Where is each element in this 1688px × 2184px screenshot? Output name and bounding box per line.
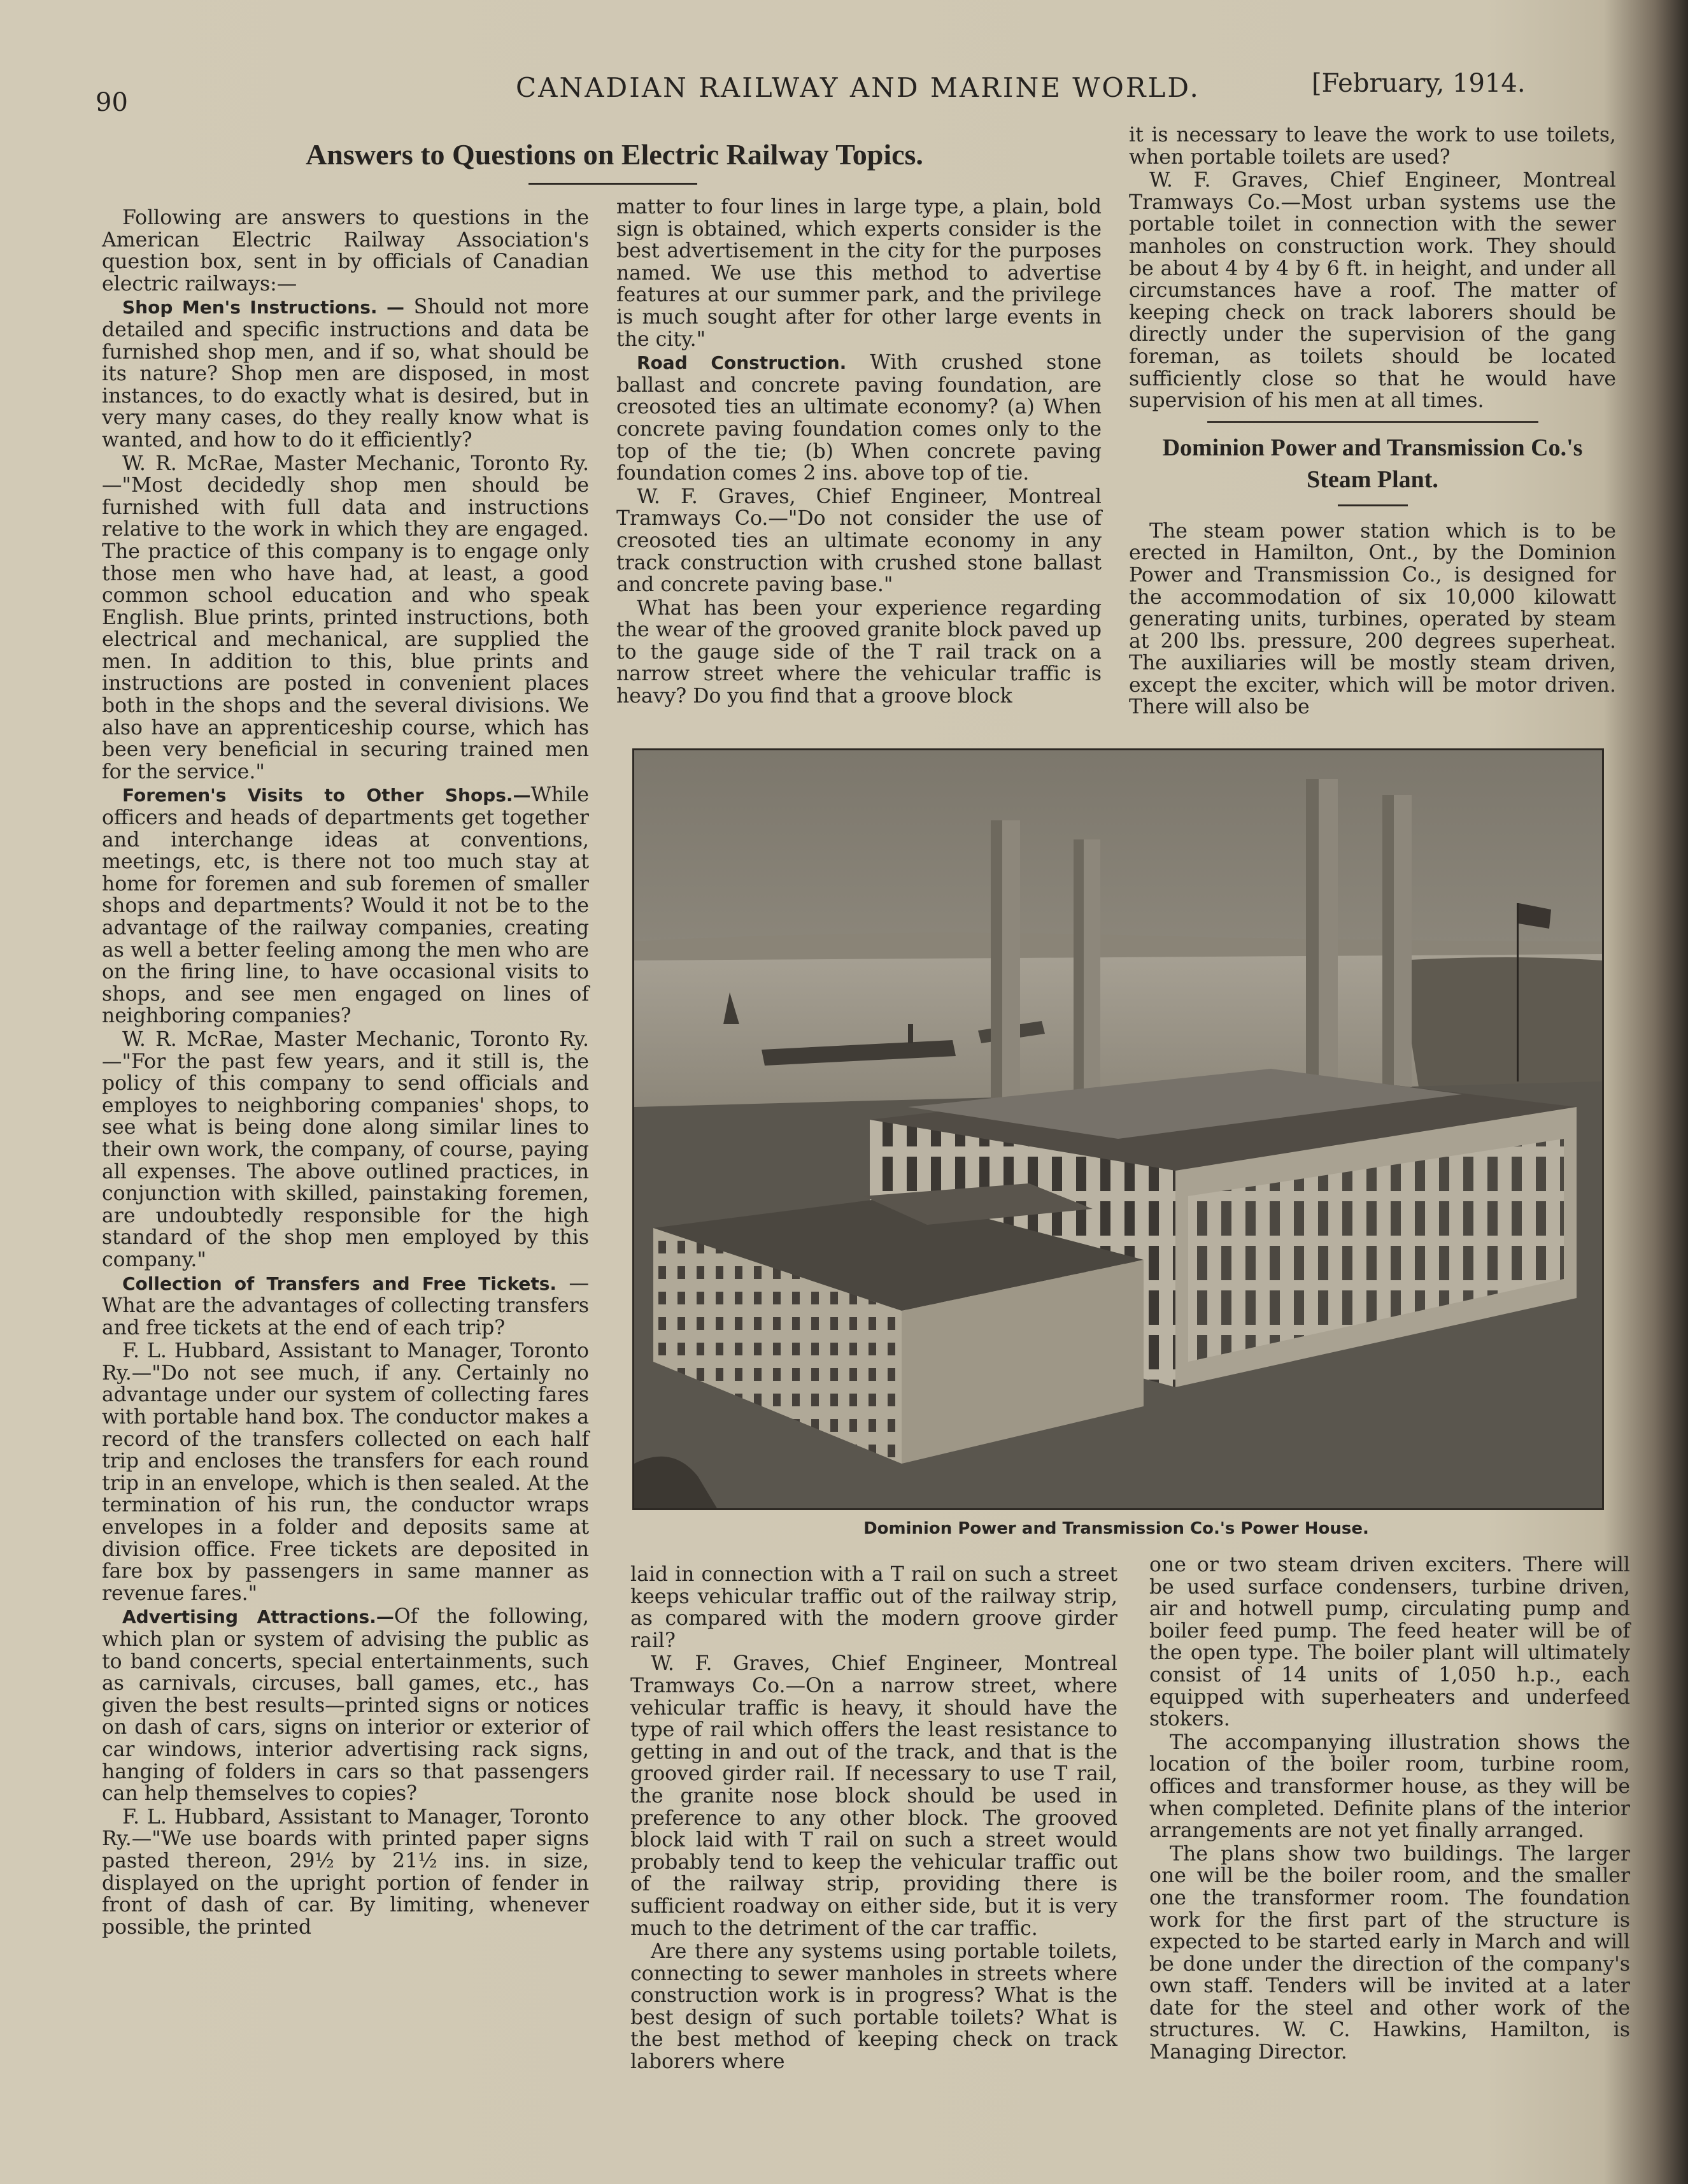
article-2-paragraph: The plans show two buildings. The larger one will be the boiler room, and the smaller one the transformer room. The foundation work for the first part of the structure is expected to be started early in March and will be done under the direction of the company's own staff. Tenders will be invited at a later date for the steel and other work of the structures. W. C. Hawkins, Hamilton, is Managing Director.	[1149, 1842, 1630, 2064]
question-continuation: laid in connection with a T rail on such a street keeps vehicular traffic out of the railway strip, as compared with the modern groove girder rail?	[630, 1563, 1117, 1652]
title-rule	[1338, 504, 1408, 506]
figure-caption: Dominion Power and Transmission Co.'s Power House.	[863, 1519, 1369, 1538]
question-paragraph: What has been your experience regarding the wear of the grooved granite block paved up to the gauge side of the T rail track on a narrow street where the vehicular traffic is heavy? Do you find that a groove block	[616, 596, 1102, 708]
article-2-title-line-2: Steam Plant.	[1307, 466, 1438, 493]
paragraph	[102, 296, 589, 451]
title-rule	[528, 183, 697, 185]
issue-date: [February, 1914.	[1312, 69, 1526, 98]
answer-paragraph: W. F. Graves, Chief Engineer, Montreal Tramways Co.—"Do not consider the use of creosoted ties an ultimate economy in any track construction with crushed stone ballast and concrete paving base."	[616, 485, 1102, 597]
question-text: Should not more detailed and specific instructions and data be furnished shop men, and if so, what should be its nature? Shop men are disposed, in most instances, to do exactly what is desired, but in very many cases, do they really know what is wanted, and how to do it efficiently?	[102, 296, 589, 452]
question-text: While officers and heads of departments get together and interchange ideas at conventions, meetings, etc, is there not too much stay at home for foremen and sub foremen of smaller shops and departments? Would it not be to the advantage of the railway companies, creating as well a better feeling among the men who are on the firing line, to have occasional visits to shops, and see men engaged on lines of neighboring companies?	[102, 783, 589, 1028]
answer-continuation: matter to four lines in large type, a plain, bold sign is obtained, which experts consider is the best advertisement in the city for the purposes named. We use this method to advertise features at our summer park, and the privilege is much sought after for other large events in the city."	[616, 196, 1102, 351]
column-1	[102, 207, 589, 1938]
column-3-top	[1129, 124, 1616, 718]
question-text: With crushed stone ballast and concrete paving foundation, are creosoted ties an ultimate economy? (a) When concrete paving foundation comes only to the top of the tie; (b) When concrete paving foundation comes 2 ins. above top of tie.	[616, 351, 1102, 485]
answer-paragraph: W. R. McRae, Master Mechanic, Toronto Ry.—"For the past few years, and it still is, the policy of this company to send officials and employes to neighboring companies' shops, to see what is being done along similar lines to their own work, the company, of course, paying all expenses. The above outlined practices, in conjunction with skilled, painstaking foremen, are undoubtedly responsible for the high standard of the shop men employed by this company."	[102, 1027, 589, 1271]
power-house-illustration	[632, 748, 1604, 1510]
article-2-continuation: one or two steam driven exciters. There will be used surface condensers, turbine driven, air and hotwell pump, circulating pump and boiler feed pump. The feed heater will be of the open type. The boiler plant will ultimately consist of 14 units of 1,050 h.p., each equipped with superheaters and underfeed stokers.	[1149, 1553, 1630, 1731]
power-house-drawing	[634, 750, 1602, 1508]
page-header	[96, 69, 1624, 117]
question-continuation: it is necessary to leave the work to use toilets, when portable toilets are used?	[1129, 124, 1616, 169]
question-text: —What are the advantages of collecting transfers and free tickets at the end of each trip?	[102, 1271, 589, 1339]
column-3-bottom	[1149, 1554, 1630, 2064]
intro-paragraph: Following are answers to questions in the American Electric Railway Association's question box, sent in by officials of Canadian electric railways:—	[102, 206, 589, 296]
paragraph	[102, 784, 589, 1027]
question-paragraph: Are there any systems using portable toilets, connecting to sewer manholes in streets where construction work is in progress? What is the best design of such portable toilets? What is the best method of keeping check on track laborers where	[630, 1940, 1117, 2074]
column-2-top	[616, 196, 1102, 708]
article-2-paragraph: The steam power station which is to be erected in Hamilton, Ont., by the Dominion Power and Transmission Co., is designed for the accommodation of six 10,000 kilowatt generating units, turbines, operated by steam at 200 lbs. pressure, 200 degrees superheat. The auxiliaries will be mostly steam driven, except the exciter, which will be motor driven. There will also be	[1129, 519, 1616, 719]
article-2-title	[1129, 432, 1616, 496]
paragraph	[102, 1273, 589, 1339]
answer-paragraph: W. R. McRae, Master Mechanic, Toronto Ry.—"Most decidedly shop men should be furnished with full data and instructions relative to the work in which they are engaged. The practice of this company is to engage only those men who have had, at least, a good common school education and who speak English. Blue prints, printed instructions, both electrical and mechanical, are supplied the men. In addition to this, blue prints and instructions are posted in convenient places both in the shops and the several divisions. We also have an apprenticeship course, which has been very beneficial in securing trained men for the service."	[102, 452, 589, 783]
section-heading: Collection of Transfers and Free Tickets.	[122, 1273, 557, 1294]
article-divider	[1207, 421, 1538, 423]
article-title: Answers to Questions on Electric Railway Topics.	[306, 138, 923, 171]
section-heading: Shop Men's Instructions. —	[122, 297, 404, 318]
answer-paragraph: W. F. Graves, Chief Engineer, Montreal Tramways Co.—On a narrow street, where vehicular traffic is heavy, it should have the type of rail which offers the least resistance to getting in and out of the track, and that is the grooved girder rail. If necessary to use T rail, the granite nose block should be used in preference to any other block. The grooved block laid with T rail on such a street would probably tend to keep the vehicular traffic out of the railway strip, providing there is sufficient roadway on either side, but it is very much to the detriment of the car traffic.	[630, 1652, 1117, 1940]
article-2-paragraph: The accompanying illustration shows the location of the boiler room, turbine room, offices and transformer house, as they will be when completed. Definite plans of the interior arrangements are not yet finally arranged.	[1149, 1731, 1630, 1843]
section-heading: Foremen's Visits to Other Shops.—	[122, 785, 531, 806]
column-2-bottom	[630, 1564, 1117, 2073]
page-number: 90	[96, 88, 128, 117]
article-2-title-line-1: Dominion Power and Transmission Co.'s	[1162, 434, 1583, 461]
paragraph	[102, 1606, 589, 1804]
section-heading: Road Construction.	[637, 352, 847, 374]
answer-paragraph: F. L. Hubbard, Assistant to Manager, Toronto Ry.—"We use boards with printed paper signs pasted thereon, 29½ by 21½ ins. in size, displayed on the upright portion of fender in front of dash of car. By limiting, whenever possible, the printed	[102, 1805, 589, 1939]
answer-paragraph: W. F. Graves, Chief Engineer, Montreal Tramways Co.—Most urban systems use the portable toilet in connection with the sewer manholes on construction work. They should be about 4 by 4 by 6 ft. in height, and under all circumstances have a roof. The matter of keeping check on track laborers should be directly under the supervision of the gang foreman, as toilets should be located sufficiently close so that he would have supervision of his men at all times.	[1129, 169, 1616, 413]
section-heading: Advertising Attractions.—	[122, 1606, 394, 1628]
publication-title: CANADIAN RAILWAY AND MARINE WORLD.	[516, 72, 1200, 103]
paragraph	[616, 352, 1102, 485]
question-text: Of the following, which plan or system of advising the public as to band concerts, special entertainments, such as carnivals, circuses, ball games, etc., has given the best results—printed signs or notices on dash of cars, signs on interior or exterior of car windows, interior advertising rack signs, hanging of folders in cars so that passengers can help themselves to copies?	[102, 1605, 589, 1806]
answer-paragraph: F. L. Hubbard, Assistant to Manager, Toronto Ry.—"Do not see much, if any. Certainly no advantage under our system of collecting fares with portable hand box. The conductor makes a record of the transfers collected on each half trip and encloses the transfers for each round trip in an envelope, which is then sealed. At the termination of his run, the conductor wraps envelopes in a folder and deposits same at division office. Free tickets are deposited in fare box by passengers in same manner as revenue fares."	[102, 1339, 589, 1605]
